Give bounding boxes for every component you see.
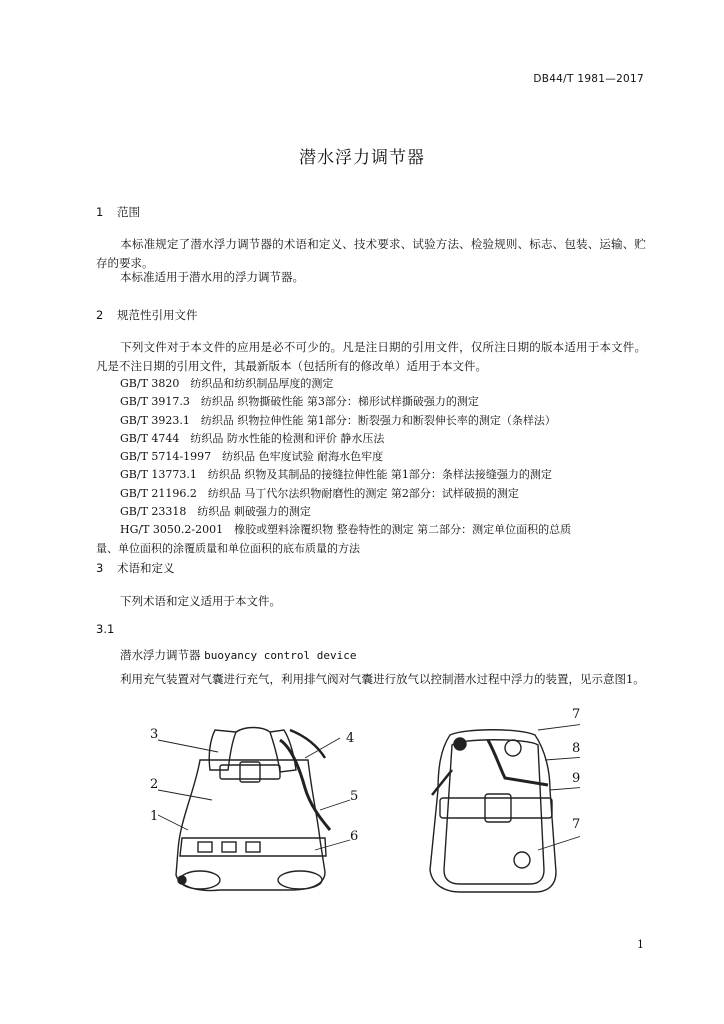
leader-line <box>550 786 580 790</box>
page-number: 1 <box>637 938 644 951</box>
section-heading-terms <box>96 560 175 576</box>
term-english: buoyancy control device <box>204 649 357 662</box>
standard-code: DB44/T 1981—2017 <box>533 73 644 85</box>
shoulder-strap-right <box>270 730 296 772</box>
weight-pocket-right <box>278 871 322 889</box>
waist-buckle <box>222 842 236 852</box>
term-entry <box>120 647 356 663</box>
leader-line <box>538 722 580 730</box>
terms-intro <box>96 592 646 611</box>
bcd-illustration <box>140 700 580 910</box>
neck-opening <box>236 728 270 733</box>
leader-line <box>158 790 212 800</box>
callout-label: 7 <box>572 817 580 832</box>
reference-list <box>96 375 646 558</box>
leader-line <box>158 740 218 752</box>
section-heading-references <box>96 307 198 323</box>
callout-label: 1 <box>150 809 159 824</box>
waist-buckle <box>198 842 212 852</box>
callout-label: 2 <box>150 777 159 792</box>
reference-item: GB/T 21196.2 纺织品 马丁代尔法织物耐磨性的测定 第2部分：试样破损的测定 <box>120 486 519 500</box>
section-title: 规范性引用文件 <box>117 308 198 322</box>
references-intro-text: 下列文件对于本文件的应用是必不可少的。凡是注日期的引用文件，仅所注日期的版本适用于本文件。凡是不注日期的引用文件，其最新版本（包括所有的修改单）适用于本文件。 <box>96 340 646 373</box>
dump-valve-icon <box>178 876 186 884</box>
section-heading-scope <box>96 204 140 220</box>
front-view <box>158 728 350 891</box>
section-number: 2 <box>96 308 104 322</box>
leader-line <box>545 756 580 760</box>
reference-item: GB/T 3917.3 纺织品 织物撕破性能 第3部分：梯形试样撕破强力的测定 <box>120 395 479 409</box>
callout-label: 5 <box>350 789 359 804</box>
section-number: 1 <box>96 205 104 219</box>
reference-item: GB/T 23318 纺织品 刺破强力的测定 <box>120 505 311 519</box>
term-definition-text: 利用充气装置对气囊进行充气，利用排气阀对气囊进行放气以控制潜水过程中浮力的装置，见示意图1。 <box>120 672 645 686</box>
reference-item: GB/T 5714-1997 纺织品 色牢度试验 耐海水色牢度 <box>120 450 384 464</box>
low-pressure-hose <box>290 730 325 758</box>
leader-line <box>320 800 350 810</box>
reference-item: GB/T 3923.1 纺织品 织物拉伸性能 第1部分：断裂强力和断裂伸长率的测定（条样法） <box>120 413 556 427</box>
callout-label: 7 <box>572 707 580 722</box>
waist-band <box>180 838 326 856</box>
scope-paragraph-2 <box>96 268 646 287</box>
term-definition <box>96 670 646 689</box>
references-intro <box>96 338 646 376</box>
callout-label: 3 <box>150 727 159 742</box>
scope-text-1: 本标准规定了潜水浮力调节器的术语和定义、技术要求、试验方法、检验规则、标志、包装、运输、贮存的要求。 <box>96 237 646 270</box>
leader-line <box>538 830 580 850</box>
reference-item: GB/T 3820 纺织品和纺织制品厚度的测定 <box>120 377 334 390</box>
grommet-icon <box>505 740 521 756</box>
term-chinese: 潜水浮力调节器 <box>120 648 201 662</box>
section-number: 3 <box>96 561 104 575</box>
reference-item: GB/T 4744 纺织品 防水性能的检测和评价 静水压法 <box>120 431 385 445</box>
section-title: 术语和定义 <box>117 561 175 575</box>
clause-number: 3.1 <box>96 622 115 636</box>
document-title: 潜水浮力调节器 <box>299 148 425 168</box>
shoulder-valve-icon <box>454 738 466 750</box>
waist-buckle <box>246 842 260 852</box>
back-view <box>430 722 580 892</box>
reference-item-continuation: 量、单位面积的涂覆质量和单位面积的底布质量的方法 <box>96 541 360 555</box>
back-vest-outline <box>430 730 556 892</box>
section-title: 范围 <box>117 205 140 219</box>
grommet-icon <box>514 852 530 868</box>
callout-label: 4 <box>346 731 355 746</box>
reference-item: HG/T 3050.2-2001 橡胶或塑料涂覆织物 整卷特性的测定 第二部分：测定单位面积的总质 <box>120 523 572 537</box>
reference-item: GB/T 13773.1 纺织品 织物及其制品的接缝拉伸性能 第1部分：条样法接缝强力的测定 <box>120 468 552 482</box>
callout-label: 8 <box>572 741 580 756</box>
terms-intro-text: 下列术语和定义适用于本文件。 <box>120 594 281 608</box>
tank-band <box>440 798 552 818</box>
shoulder-strap-left <box>209 730 236 770</box>
scope-text-2: 本标准适用于潜水用的浮力调节器。 <box>120 270 304 284</box>
callout-label: 9 <box>572 771 580 786</box>
callout-label: 6 <box>350 829 359 844</box>
